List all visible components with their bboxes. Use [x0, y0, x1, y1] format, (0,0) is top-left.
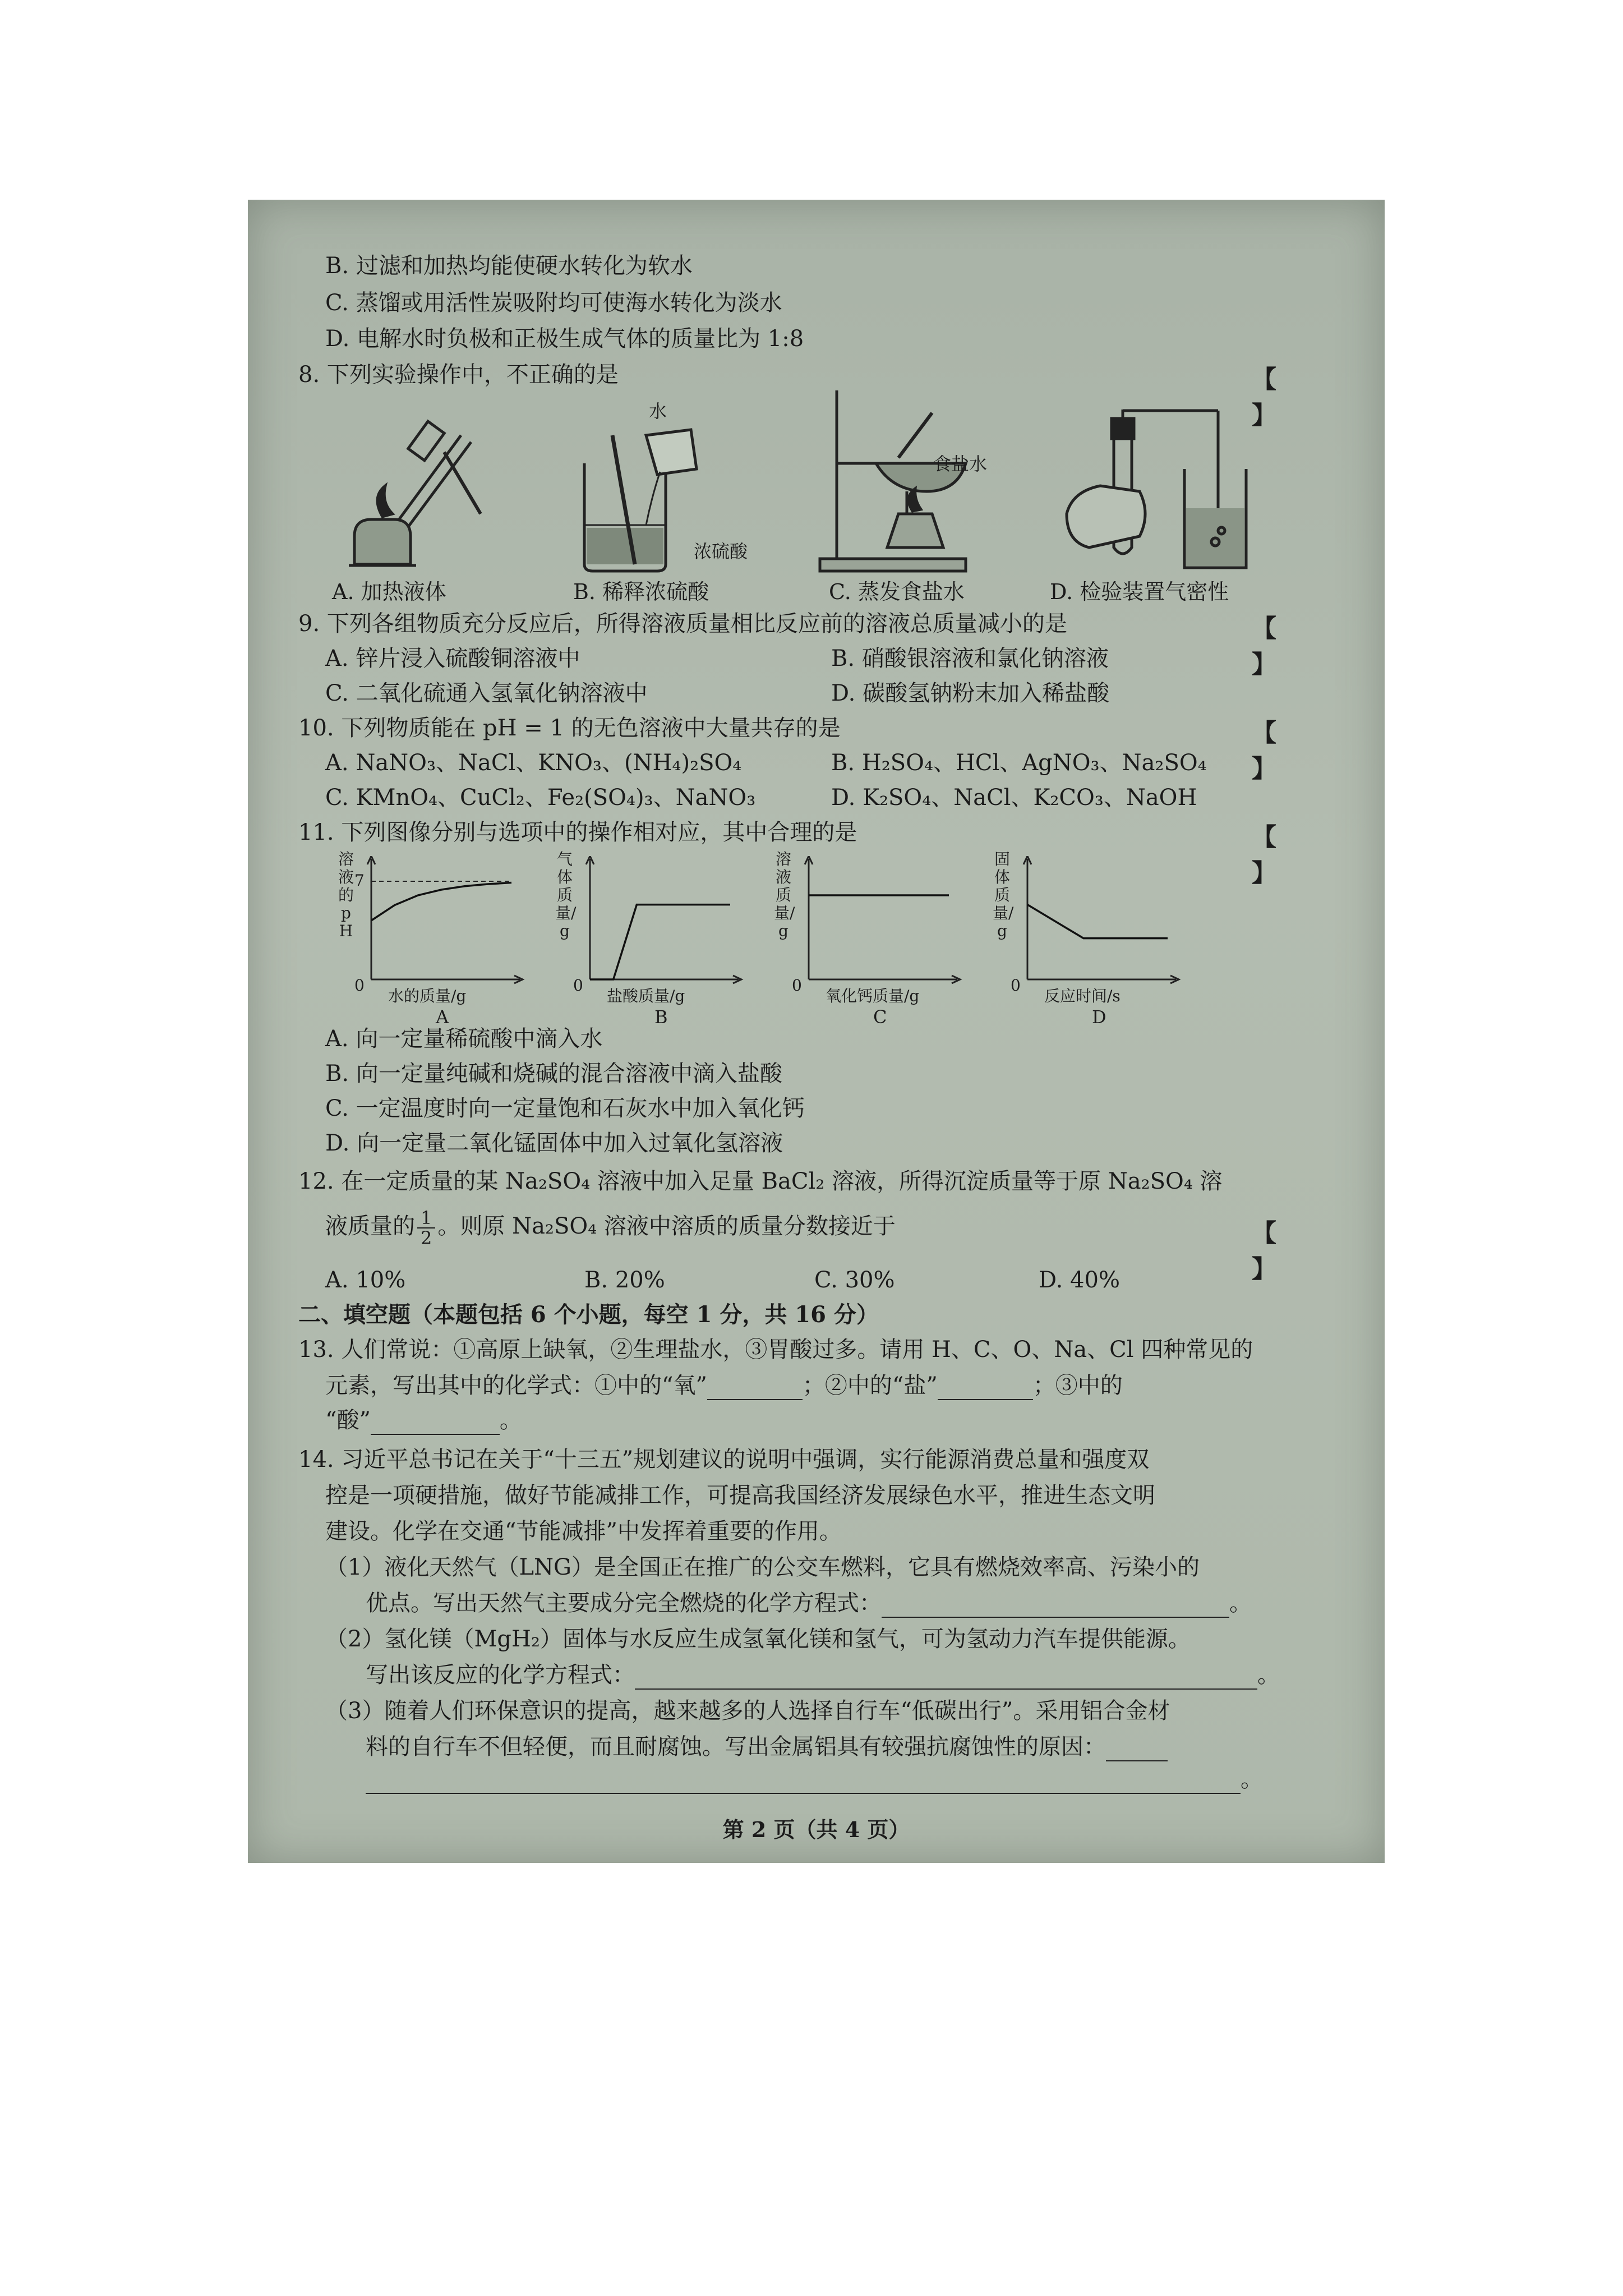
y-axis-label: 溶液的pH — [338, 850, 354, 940]
panel-letter: D — [1092, 1006, 1106, 1028]
fig-b-caption: B. 稀释浓硫酸 — [573, 579, 709, 604]
q12-option-a: A. 10% — [325, 1267, 406, 1293]
airtightness-check-icon — [1055, 407, 1257, 576]
q12-line2-post: 。则原 Na₂SO₄ 溶液中溶质的质量分数接近于 — [437, 1213, 896, 1239]
q14-part2-line2 — [366, 1660, 1280, 1690]
q13-text-acid: “酸” — [325, 1407, 371, 1433]
q13-period: 。 — [499, 1407, 522, 1433]
series-line-b — [590, 905, 730, 979]
exam-sheet — [248, 200, 1385, 1863]
q11-option-a: A. 向一定量稀硫酸中滴入水 — [325, 1026, 603, 1052]
q11-option-c: C. 一定温度时向一定量饱和石灰水中加入氧化钙 — [325, 1096, 805, 1121]
q10-option-d: D. K₂SO₄、NaCl、K₂CO₃、NaOH — [831, 785, 1197, 811]
q12-option-c: C. 30% — [814, 1267, 895, 1293]
y-axis-label: 固体质量/g — [993, 850, 1014, 940]
fraction-numerator: 1 — [417, 1208, 435, 1228]
q13-text-acid-lead: ；③中的 — [1032, 1373, 1123, 1398]
q14-part3-period: 。 — [1241, 1766, 1263, 1792]
series-line-d — [1027, 905, 1168, 938]
y-axis-label: 气体质量/g — [555, 850, 577, 940]
blank-oxygen-formula[interactable] — [707, 1377, 803, 1400]
blank-methane-equation[interactable] — [882, 1594, 1229, 1618]
q8-answer-bracket: 【 】 — [1252, 365, 1310, 430]
q13-text-oxygen: 元素，写出其中的化学式：①中的“氧” — [325, 1373, 707, 1398]
x-axis-label: 反应时间/s — [1044, 987, 1121, 1005]
fig-c-caption: C. 蒸发食盐水 — [829, 579, 965, 604]
q14-part1-period: 。 — [1229, 1590, 1252, 1616]
y-tick-label: 0 — [573, 976, 583, 995]
series-line-a — [371, 883, 511, 921]
fraction-denominator: 2 — [421, 1227, 432, 1249]
q14-line3: 建设。化学在交通“节能减排”中发挥着重要的作用。 — [325, 1519, 842, 1544]
q13-line1: 13. 人们常说：①高原上缺氧，②生理盐水，③胃酸过多。请用 H、C、O、Na、Cl 四种常见的 — [298, 1337, 1253, 1363]
section-fill-in-heading: 二、填空题（本题包括 6 个小题，每空 1 分，共 16 分） — [298, 1301, 879, 1328]
q11-option-b: B. 向一定量纯碱和烧碱的混合溶液中滴入盐酸 — [325, 1061, 782, 1087]
page-footer: 第 2 页（共 4 页） — [722, 1817, 910, 1842]
y-tick-label: 7 — [354, 871, 365, 890]
q14-part3-line1: （3）随着人们环保意识的提高，越来越多的人选择自行车“低碳出行”。采用铝合金材 — [325, 1698, 1170, 1724]
q14-part2-period: 。 — [1257, 1662, 1280, 1688]
evaporating-dish-icon — [814, 379, 977, 576]
label-conc-acid: 浓硫酸 — [694, 541, 748, 562]
x-axis-label: 氧化钙质量/g — [826, 987, 920, 1005]
y-tick-label: 0 — [354, 976, 365, 995]
q14-part3-line2 — [366, 1732, 1168, 1761]
q12-option-b: B. 20% — [584, 1267, 665, 1293]
x-axis-label: 水的质量/g — [388, 987, 467, 1005]
blank-aluminum-reason-a[interactable] — [1106, 1738, 1168, 1761]
panel-letter: B — [654, 1006, 668, 1028]
q7-option-c: C. 蒸馏或用活性炭吸附均可使海水转化为淡水 — [325, 290, 782, 316]
label-salt-water: 食盐水 — [933, 453, 988, 475]
q12-line2-pre: 液质量的 — [325, 1213, 415, 1239]
blank-salt-formula[interactable] — [938, 1377, 1033, 1400]
q12-answer-bracket: 【 】 — [1252, 1219, 1310, 1283]
q12-line2 — [325, 1204, 896, 1249]
q13-line2 — [325, 1371, 1123, 1400]
q7-option-d: D. 电解水时负极和正极生成气体的质量比为 1:8 — [325, 326, 804, 352]
test-tube-over-flame-icon — [332, 402, 489, 570]
blank-acid-formula[interactable] — [371, 1411, 500, 1435]
q10-option-b: B. H₂SO₄、HCl、AgNO₃、Na₂SO₄ — [831, 750, 1207, 776]
q14-part1-prompt: 优点。写出天然气主要成分完全燃烧的化学方程式： — [366, 1590, 882, 1616]
q14-part1-line2 — [366, 1589, 1252, 1618]
q11-option-d: D. 向一定量二氧化锰固体中加入过氧化氢溶液 — [325, 1130, 783, 1156]
q12-line1: 12. 在一定质量的某 Na₂SO₄ 溶液中加入足量 BaCl₂ 溶液，所得沉淀质量等于原 Na₂SO₄ 溶 — [298, 1168, 1223, 1194]
q14-part3-prompt: 料的自行车不但轻便，而且耐腐蚀。写出金属铝具有较强抗腐蚀性的原因： — [366, 1734, 1106, 1760]
q8-stem: 8. 下列实验操作中，不正确的是 — [298, 362, 619, 388]
q10-option-a: A. NaNO₃、NaCl、KNO₃、(NH₄)₂SO₄ — [325, 750, 742, 776]
q14-part1-line1: （1）液化天然气（LNG）是全国正在推广的公交车燃料，它具有燃烧效率高、污染小的 — [325, 1554, 1200, 1580]
blank-aluminum-reason-b[interactable] — [366, 1770, 1241, 1794]
q9-answer-bracket: 【 】 — [1252, 614, 1310, 679]
q14-line2: 控是一项硬措施，做好节能减排工作，可提高我国经济发展绿色水平，推进生态文明 — [325, 1483, 1155, 1508]
fig-d-caption: D. 检验装置气密性 — [1050, 579, 1229, 604]
fig-a-caption: A. 加热液体 — [332, 579, 446, 604]
fraction-one-half — [417, 1208, 435, 1248]
panel-letter: A — [436, 1006, 449, 1028]
graph-c — [769, 850, 983, 1028]
q9-option-d: D. 碳酸氢钠粉末加入稀盐酸 — [831, 680, 1110, 706]
q14-line1: 14. 习近平总书记在关于“十三五”规划建议的说明中强调，实行能源消费总量和强度双 — [298, 1447, 1150, 1473]
q11-answer-bracket: 【 】 — [1252, 823, 1310, 887]
blank-mgh2-equation[interactable] — [635, 1666, 1257, 1690]
y-tick-label: 0 — [1011, 976, 1021, 995]
q10-stem: 10. 下列物质能在 pH = 1 的无色溶液中大量共存的是 — [298, 715, 841, 741]
q9-option-a: A. 锌片浸入硫酸铜溶液中 — [325, 646, 580, 671]
y-axis-label: 溶液质量/g — [774, 850, 795, 940]
q10-option-c: C. KMnO₄、CuCl₂、Fe₂(SO₄)₃、NaNO₃ — [325, 785, 756, 811]
q13-line3 — [325, 1406, 522, 1435]
q10-answer-bracket: 【 】 — [1252, 719, 1310, 783]
graph-d — [988, 850, 1201, 1028]
q9-option-b: B. 硝酸银溶液和氯化钠溶液 — [831, 646, 1109, 671]
label-water: 水 — [649, 401, 667, 422]
graph-a — [332, 850, 545, 1028]
q14-part2-prompt: 写出该反应的化学方程式： — [366, 1662, 635, 1688]
q13-text-salt: ；②中的“盐” — [802, 1373, 938, 1398]
y-tick-label: 0 — [792, 976, 802, 995]
q14-part3-line3 — [366, 1765, 1263, 1794]
q7-option-b: B. 过滤和加热均能使硬水转化为软水 — [325, 253, 693, 279]
q14-part2-line1: （2）氢化镁（MgH₂）固体与水反应生成氢氧化镁和氢气，可为氢动力汽车提供能源。 — [325, 1626, 1191, 1652]
q9-option-c: C. 二氧化硫通入氢氧化钠溶液中 — [325, 680, 648, 706]
x-axis-label: 盐酸质量/g — [607, 987, 685, 1005]
panel-letter: C — [873, 1006, 887, 1028]
q11-stem: 11. 下列图像分别与选项中的操作相对应，其中合理的是 — [298, 820, 857, 845]
q9-stem: 9. 下列各组物质充分反应后，所得溶液质量相比反应前的溶液总质量减小的是 — [298, 611, 1067, 637]
graph-b — [551, 850, 764, 1028]
q12-option-d: D. 40% — [1039, 1267, 1120, 1293]
